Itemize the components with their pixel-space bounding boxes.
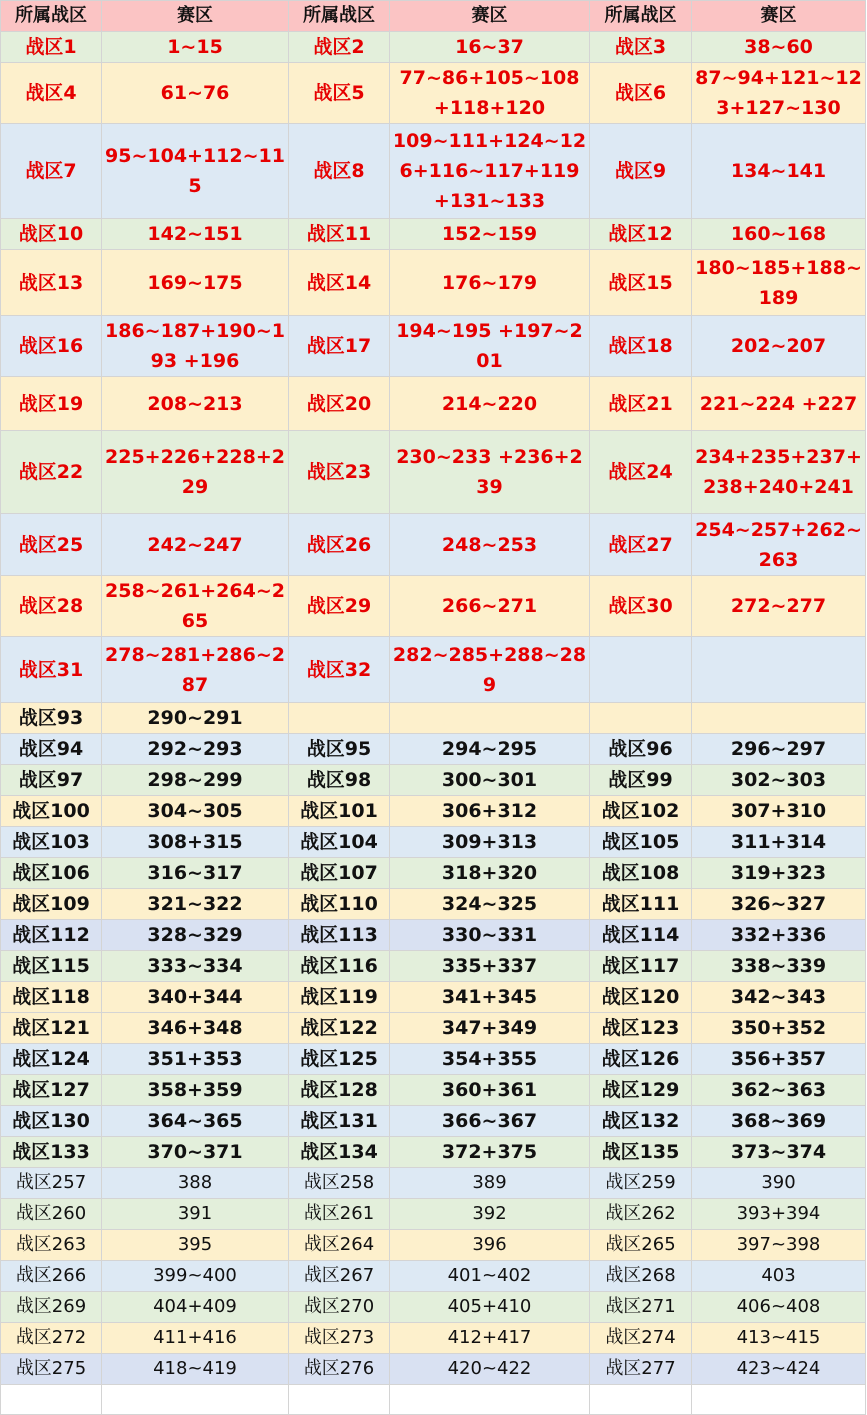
- region-cell: 176~179: [390, 250, 590, 316]
- region-cell: 142~151: [102, 219, 289, 250]
- zone-cell: 战区98: [289, 765, 390, 796]
- zone-cell: 战区126: [590, 1044, 692, 1075]
- region-cell: 324~325: [390, 889, 590, 920]
- region-cell: 335+337: [390, 951, 590, 982]
- zone-cell: 战区107: [289, 858, 390, 889]
- region-cell: 1~15: [102, 32, 289, 63]
- region-cell: [390, 1385, 590, 1415]
- table-row: [1, 219, 866, 250]
- region-cell: 208~213: [102, 377, 289, 431]
- region-cell: 340+344: [102, 982, 289, 1013]
- zone-cell: 战区116: [289, 951, 390, 982]
- table-row: [1, 316, 866, 377]
- zone-cell: 战区26: [289, 514, 390, 576]
- table-row: [1, 920, 866, 951]
- region-cell: [102, 1385, 289, 1415]
- table-row: [1, 124, 866, 219]
- region-cell: 412+417: [390, 1323, 590, 1354]
- zone-cell: 战区21: [590, 377, 692, 431]
- region-cell: 396: [390, 1230, 590, 1261]
- region-cell: 316~317: [102, 858, 289, 889]
- region-cell: 290~291: [102, 703, 289, 734]
- region-cell: 302~303: [692, 765, 866, 796]
- region-cell: 392: [390, 1199, 590, 1230]
- zone-cell: 战区259: [590, 1168, 692, 1199]
- zone-cell: 战区129: [590, 1075, 692, 1106]
- table-row: [1, 63, 866, 124]
- region-cell: 319+323: [692, 858, 866, 889]
- zone-cell: 战区121: [1, 1013, 102, 1044]
- region-cell: 152~159: [390, 219, 590, 250]
- table-body: [1, 32, 866, 1415]
- zone-cell: 战区131: [289, 1106, 390, 1137]
- zone-cell: 战区130: [1, 1106, 102, 1137]
- header-zone-2: 所属战区: [289, 1, 390, 32]
- zone-cell: 战区132: [590, 1106, 692, 1137]
- zone-cell: 战区94: [1, 734, 102, 765]
- table-row: [1, 734, 866, 765]
- region-cell: 326~327: [692, 889, 866, 920]
- region-cell: 296~297: [692, 734, 866, 765]
- table-row: [1, 1168, 866, 1199]
- zone-cell: 战区271: [590, 1292, 692, 1323]
- region-cell: 225+226+228+229: [102, 431, 289, 514]
- region-cell: 356+357: [692, 1044, 866, 1075]
- zone-cell: 战区115: [1, 951, 102, 982]
- region-cell: 242~247: [102, 514, 289, 576]
- region-cell: 401~402: [390, 1261, 590, 1292]
- region-cell: 309+313: [390, 827, 590, 858]
- zone-cell: [289, 1385, 390, 1415]
- zone-cell: 战区125: [289, 1044, 390, 1075]
- zone-cell: 战区110: [289, 889, 390, 920]
- header-zone-3: 所属战区: [590, 1, 692, 32]
- region-cell: 186~187+190~193 +196: [102, 316, 289, 377]
- zone-cell: [590, 1385, 692, 1415]
- region-cell: 413~415: [692, 1323, 866, 1354]
- zone-cell: 战区108: [590, 858, 692, 889]
- region-cell: 403: [692, 1261, 866, 1292]
- zone-cell: 战区11: [289, 219, 390, 250]
- table-row: [1, 1354, 866, 1385]
- zone-cell: 战区103: [1, 827, 102, 858]
- zone-cell: 战区25: [1, 514, 102, 576]
- region-cell: 342~343: [692, 982, 866, 1013]
- region-cell: 411+416: [102, 1323, 289, 1354]
- region-cell: 298~299: [102, 765, 289, 796]
- region-cell: 95~104+112~115: [102, 124, 289, 219]
- zone-cell: 战区10: [1, 219, 102, 250]
- zone-cell: 战区124: [1, 1044, 102, 1075]
- table-row: [1, 703, 866, 734]
- table-header-row: [1, 1, 866, 32]
- zone-cell: 战区12: [590, 219, 692, 250]
- region-cell: 292~293: [102, 734, 289, 765]
- zone-cell: 战区102: [590, 796, 692, 827]
- region-cell: 350+352: [692, 1013, 866, 1044]
- region-cell: 406~408: [692, 1292, 866, 1323]
- zone-cell: 战区266: [1, 1261, 102, 1292]
- region-cell: 360+361: [390, 1075, 590, 1106]
- zone-cell: 战区267: [289, 1261, 390, 1292]
- region-cell: 318+320: [390, 858, 590, 889]
- zone-cell: 战区20: [289, 377, 390, 431]
- zone-cell: 战区27: [590, 514, 692, 576]
- zone-cell: 战区262: [590, 1199, 692, 1230]
- region-cell: 351+353: [102, 1044, 289, 1075]
- region-cell: 234+235+237+238+240+241: [692, 431, 866, 514]
- region-cell: 306+312: [390, 796, 590, 827]
- region-cell: 362~363: [692, 1075, 866, 1106]
- zone-cell: 战区29: [289, 576, 390, 637]
- table-row: [1, 765, 866, 796]
- zone-cell: 战区96: [590, 734, 692, 765]
- table-row: [1, 1137, 866, 1168]
- zone-cell: 战区119: [289, 982, 390, 1013]
- region-cell: 214~220: [390, 377, 590, 431]
- region-cell: 368~369: [692, 1106, 866, 1137]
- region-cell: 38~60: [692, 32, 866, 63]
- region-cell: [692, 703, 866, 734]
- table-row: [1, 250, 866, 316]
- table-row: [1, 889, 866, 920]
- region-cell: 388: [102, 1168, 289, 1199]
- zone-cell: 战区19: [1, 377, 102, 431]
- table-row: [1, 637, 866, 703]
- table-row: [1, 858, 866, 889]
- region-cell: 328~329: [102, 920, 289, 951]
- table-row: [1, 951, 866, 982]
- zone-cell: 战区264: [289, 1230, 390, 1261]
- table-row: [1, 32, 866, 63]
- region-cell: 389: [390, 1168, 590, 1199]
- table-row: [1, 1230, 866, 1261]
- zone-cell: 战区23: [289, 431, 390, 514]
- region-cell: 61~76: [102, 63, 289, 124]
- zone-cell: 战区18: [590, 316, 692, 377]
- zone-cell: 战区28: [1, 576, 102, 637]
- zone-cell: 战区8: [289, 124, 390, 219]
- header-region-2: 赛区: [390, 1, 590, 32]
- region-cell: 278~281+286~287: [102, 637, 289, 703]
- region-cell: 354+355: [390, 1044, 590, 1075]
- region-cell: 364~365: [102, 1106, 289, 1137]
- region-cell: 390: [692, 1168, 866, 1199]
- zone-cell: 战区120: [590, 982, 692, 1013]
- region-cell: [692, 1385, 866, 1415]
- zone-cell: 战区114: [590, 920, 692, 951]
- zone-cell: 战区269: [1, 1292, 102, 1323]
- region-cell: 399~400: [102, 1261, 289, 1292]
- region-cell: 366~367: [390, 1106, 590, 1137]
- zone-cell: 战区24: [590, 431, 692, 514]
- region-cell: 282~285+288~289: [390, 637, 590, 703]
- zone-cell: 战区9: [590, 124, 692, 219]
- zone-cell: 战区276: [289, 1354, 390, 1385]
- region-cell: 160~168: [692, 219, 866, 250]
- zone-cell: 战区15: [590, 250, 692, 316]
- region-cell: 341+345: [390, 982, 590, 1013]
- table-row: [1, 796, 866, 827]
- zone-cell: 战区111: [590, 889, 692, 920]
- zone-cell: 战区127: [1, 1075, 102, 1106]
- zone-cell: [1, 1385, 102, 1415]
- header-region-3: 赛区: [692, 1, 866, 32]
- region-cell: 272~277: [692, 576, 866, 637]
- zone-cell: 战区93: [1, 703, 102, 734]
- table-row: [1, 982, 866, 1013]
- zone-cell: 战区260: [1, 1199, 102, 1230]
- zone-cell: 战区263: [1, 1230, 102, 1261]
- zone-cell: 战区122: [289, 1013, 390, 1044]
- region-cell: 346+348: [102, 1013, 289, 1044]
- zone-cell: 战区272: [1, 1323, 102, 1354]
- region-cell: 307+310: [692, 796, 866, 827]
- region-cell: 202~207: [692, 316, 866, 377]
- zone-cell: [590, 637, 692, 703]
- region-cell: 404+409: [102, 1292, 289, 1323]
- table-row: [1, 576, 866, 637]
- region-cell: 423~424: [692, 1354, 866, 1385]
- region-cell: 391: [102, 1199, 289, 1230]
- zone-cell: 战区277: [590, 1354, 692, 1385]
- table-row: [1, 377, 866, 431]
- zone-cell: 战区3: [590, 32, 692, 63]
- zone-cell: 战区134: [289, 1137, 390, 1168]
- zone-cell: 战区32: [289, 637, 390, 703]
- region-cell: 418~419: [102, 1354, 289, 1385]
- zone-cell: 战区112: [1, 920, 102, 951]
- region-cell: 405+410: [390, 1292, 590, 1323]
- table-row: [1, 514, 866, 576]
- region-cell: 358+359: [102, 1075, 289, 1106]
- header-zone-1: 所属战区: [1, 1, 102, 32]
- zone-cell: 战区5: [289, 63, 390, 124]
- zone-cell: 战区128: [289, 1075, 390, 1106]
- zone-cell: 战区273: [289, 1323, 390, 1354]
- zone-cell: 战区268: [590, 1261, 692, 1292]
- zone-cell: 战区30: [590, 576, 692, 637]
- region-cell: 370~371: [102, 1137, 289, 1168]
- region-cell: 221~224 +227: [692, 377, 866, 431]
- zone-cell: 战区7: [1, 124, 102, 219]
- region-cell: 330~331: [390, 920, 590, 951]
- region-cell: 373~374: [692, 1137, 866, 1168]
- zone-cell: 战区1: [1, 32, 102, 63]
- region-cell: 395: [102, 1230, 289, 1261]
- region-cell: 87~94+121~123+127~130: [692, 63, 866, 124]
- region-cell: 333~334: [102, 951, 289, 982]
- table-row: [1, 1323, 866, 1354]
- region-cell: 372+375: [390, 1137, 590, 1168]
- zone-cell: 战区17: [289, 316, 390, 377]
- zone-cell: 战区133: [1, 1137, 102, 1168]
- region-cell: 311+314: [692, 827, 866, 858]
- header-region-1: 赛区: [102, 1, 289, 32]
- zone-cell: 战区258: [289, 1168, 390, 1199]
- zone-cell: [590, 703, 692, 734]
- region-cell: 304~305: [102, 796, 289, 827]
- region-cell: 308+315: [102, 827, 289, 858]
- table-row: [1, 1292, 866, 1323]
- region-cell: 248~253: [390, 514, 590, 576]
- zone-cell: 战区22: [1, 431, 102, 514]
- zone-cell: 战区135: [590, 1137, 692, 1168]
- zone-cell: 战区16: [1, 316, 102, 377]
- region-cell: 16~37: [390, 32, 590, 63]
- zone-cell: 战区6: [590, 63, 692, 124]
- table-row: [1, 1075, 866, 1106]
- table-row: [1, 1106, 866, 1137]
- zone-cell: 战区257: [1, 1168, 102, 1199]
- zone-cell: 战区2: [289, 32, 390, 63]
- zone-cell: 战区123: [590, 1013, 692, 1044]
- region-cell: 134~141: [692, 124, 866, 219]
- table-row: [1, 1044, 866, 1075]
- zone-cell: 战区13: [1, 250, 102, 316]
- zone-cell: 战区31: [1, 637, 102, 703]
- region-cell: 109~111+124~126+116~117+119+131~133: [390, 124, 590, 219]
- region-cell: 194~195 +197~201: [390, 316, 590, 377]
- zone-cell: 战区113: [289, 920, 390, 951]
- zone-cell: 战区275: [1, 1354, 102, 1385]
- zone-cell: 战区270: [289, 1292, 390, 1323]
- region-cell: 300~301: [390, 765, 590, 796]
- region-cell: 169~175: [102, 250, 289, 316]
- region-cell: 397~398: [692, 1230, 866, 1261]
- zone-cell: 战区4: [1, 63, 102, 124]
- region-cell: 347+349: [390, 1013, 590, 1044]
- region-cell: [692, 637, 866, 703]
- region-cell: 321~322: [102, 889, 289, 920]
- table-row: [1, 1199, 866, 1230]
- region-cell: 338~339: [692, 951, 866, 982]
- region-cell: 266~271: [390, 576, 590, 637]
- zone-cell: 战区265: [590, 1230, 692, 1261]
- zone-cell: 战区101: [289, 796, 390, 827]
- zone-cell: 战区100: [1, 796, 102, 827]
- zone-cell: 战区104: [289, 827, 390, 858]
- region-cell: 393+394: [692, 1199, 866, 1230]
- zone-cell: 战区14: [289, 250, 390, 316]
- zone-cell: [289, 703, 390, 734]
- zone-cell: 战区117: [590, 951, 692, 982]
- region-cell: 258~261+264~265: [102, 576, 289, 637]
- region-cell: 332+336: [692, 920, 866, 951]
- zone-cell: 战区97: [1, 765, 102, 796]
- zone-cell: 战区106: [1, 858, 102, 889]
- zone-cell: 战区118: [1, 982, 102, 1013]
- region-cell: 180~185+188~189: [692, 250, 866, 316]
- region-cell: 294~295: [390, 734, 590, 765]
- zone-cell: 战区105: [590, 827, 692, 858]
- table-row: [1, 1385, 866, 1415]
- region-cell: 254~257+262~263: [692, 514, 866, 576]
- zone-cell: 战区274: [590, 1323, 692, 1354]
- region-cell: [390, 703, 590, 734]
- zone-cell: 战区261: [289, 1199, 390, 1230]
- region-cell: 230~233 +236+239: [390, 431, 590, 514]
- zone-cell: 战区109: [1, 889, 102, 920]
- region-cell: 420~422: [390, 1354, 590, 1385]
- table-row: [1, 1261, 866, 1292]
- zone-cell: 战区95: [289, 734, 390, 765]
- region-cell: 77~86+105~108+118+120: [390, 63, 590, 124]
- zone-cell: 战区99: [590, 765, 692, 796]
- table-row: [1, 1013, 866, 1044]
- table-row: [1, 431, 866, 514]
- table-row: [1, 827, 866, 858]
